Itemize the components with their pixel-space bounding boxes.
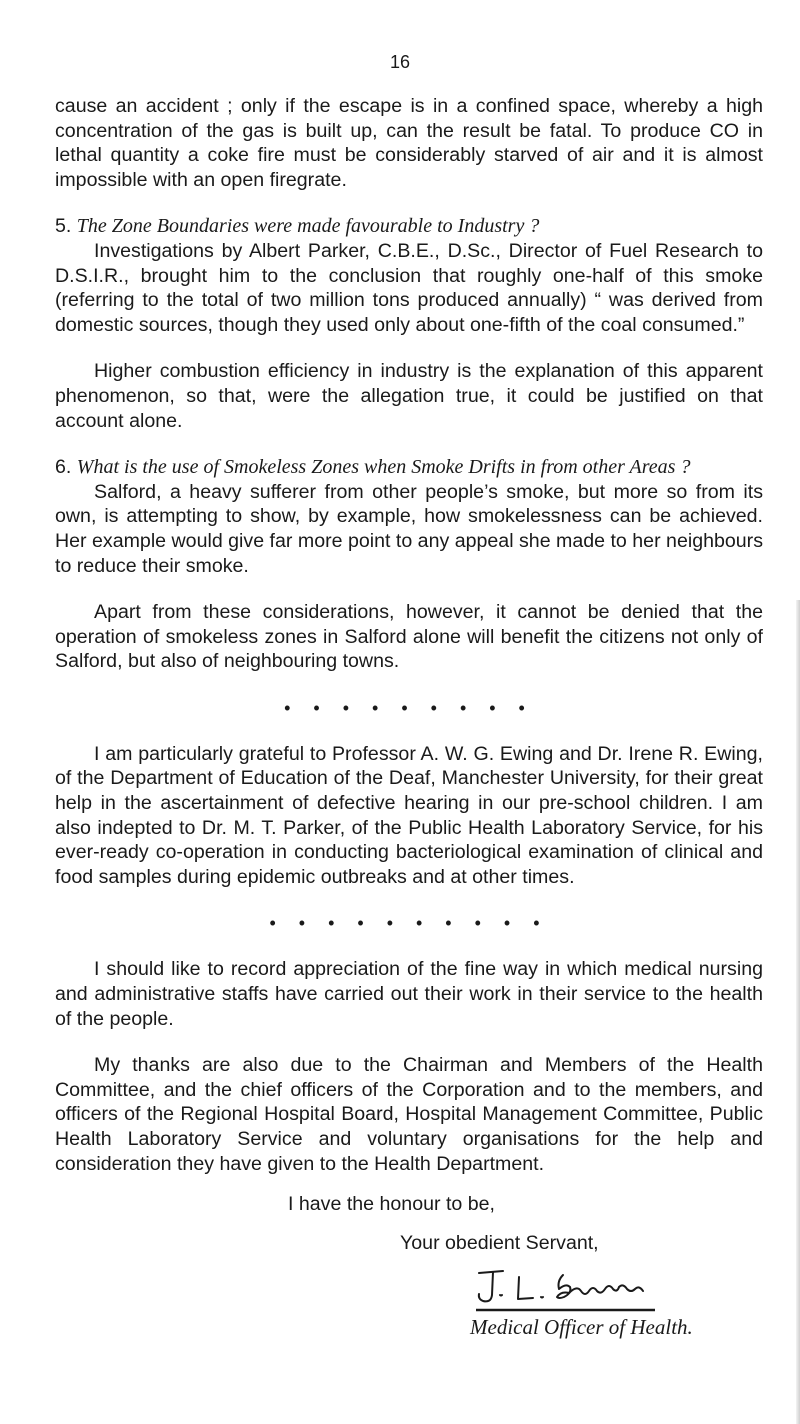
separator-dots: • • • • • • • • • (284, 697, 534, 718)
officer-title: Medical Officer of Health. (470, 1315, 693, 1340)
signature (473, 1263, 713, 1313)
section-number-5: 5. (55, 215, 72, 238)
section-title-6: What is the use of Smokeless Zones when Smoke Drifts in from other Areas ? (76, 456, 691, 479)
section-title-5: The Zone Boundaries were made favourable to Industry ? (76, 215, 540, 238)
section-heading-5 (55, 214, 763, 239)
section-number-6: 6. (55, 456, 72, 479)
paragraph-considerations: Apart from these considerations, however, it cannot be denied that the operation of smokeless zones in Salford alone will benefit the citizens not only of Salford, but also of neighbouring towns. (55, 601, 763, 673)
section-heading-6 (55, 455, 763, 480)
paragraph-investigations: Investigations by Albert Parker, C.B.E., D.Sc., Director of Fuel Research to D.S.I.R., brought him to the conclusion that roughly one-half of this smoke (referring to the total of two million tons produced annually) “ was derived from domestic sources, though they used only about one-fifth of the coal consumed.” (55, 239, 763, 336)
paragraph-continuation: cause an accident ; only if the escape is in a confined space, whereby a high concentration of the gas is built up, can the result be fatal. To produce CO in lethal quantity a coke fire must be considerably starved of air and it is almost impossible with an open firegrate. (55, 95, 763, 191)
paragraph-appreciation: I should like to record appreciation of the fine way in which medical nursing and administrative staffs have carried out their work in their service to the health of the people. (55, 958, 763, 1030)
closing-line: I have the honour to be, (288, 1193, 495, 1216)
page-number: 16 (389, 52, 411, 72)
document-body (55, 94, 763, 1340)
closing-servant: Your obedient Servant, (400, 1231, 599, 1254)
separator-dots: • • • • • • • • • • (269, 913, 549, 934)
paragraph-combustion: Higher combustion efficiency in industry is the explanation of this apparent phenomenon, so that, were the allegation true, it could be justified on that account alone. (55, 360, 763, 432)
paragraph-thanks: My thanks are also due to the Chairman and Members of the Health Committee, and the chief officers of the Corporation and to the members, and officers of the Regional Hospital Board, Hospital Management Committee, Public Health Laboratory Service and voluntary organisations for the help and consideration they have given to the Health Department. (55, 1054, 763, 1175)
signature-image (473, 1263, 713, 1313)
paragraph-salford: Salford, a heavy sufferer from other people’s smoke, but more so from its own, is attempting to show, by example, how smokelessness can be achieved. Her example would give far more point to any appeal she made to her neighbours to reduce their smoke. (55, 480, 763, 577)
page-edge-shadow (796, 600, 800, 1424)
paragraph-gratitude: I am particularly grateful to Professor A. W. G. Ewing and Dr. Irene R. Ewing, of the Department of Education of the Deaf, Manchester University, for their great help in the ascertainment of defective hearing in our pre-school children. I am also indepted to Dr. M. T. Parker, of the Public Health Laboratory Service, for his ever-ready co-operation in conducting bacteriological examination of clinical and food samples during epidemic outbreaks and at other times. (55, 742, 763, 888)
